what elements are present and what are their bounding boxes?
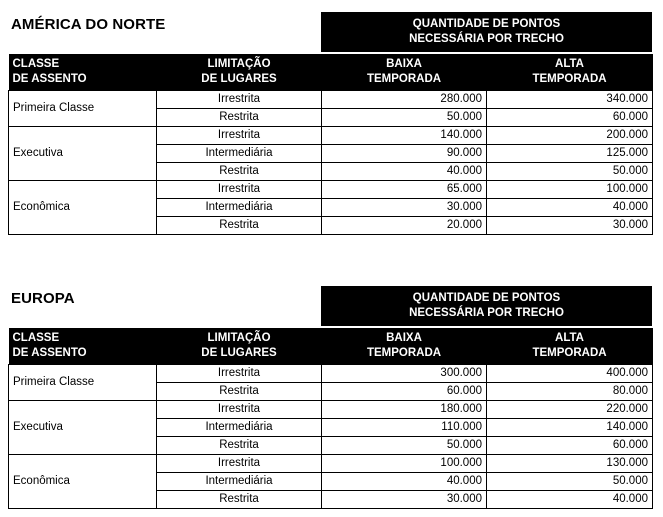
high-season-points-cell: 50.000 [487, 473, 653, 491]
high-season-points-cell: 125.000 [487, 145, 653, 163]
points-header-line-1: QUANTIDADE DE PONTOS [412, 18, 561, 30]
table-row [9, 127, 653, 145]
table-row [9, 91, 653, 109]
high-season-points-cell: 140.000 [487, 419, 653, 437]
seat-limit-cell: Irrestrita [157, 455, 322, 473]
seat-class-cell: Primeira Classe [9, 365, 157, 401]
low-season-points-cell: 300.000 [322, 365, 487, 383]
low-season-points-cell: 100.000 [322, 455, 487, 473]
high-season-points-cell: 340.000 [487, 91, 653, 109]
high-season-points-cell: 220.000 [487, 401, 653, 419]
points-required-header [321, 286, 652, 326]
seat-class-cell: Econômica [9, 455, 157, 509]
header-high-season: ALTA TEMPORADA [487, 54, 653, 91]
low-season-points-cell: 90.000 [322, 145, 487, 163]
low-season-points-cell: 65.000 [322, 181, 487, 199]
points-header-line-1: QUANTIDADE DE PONTOS [412, 292, 561, 304]
low-season-points-cell: 40.000 [322, 163, 487, 181]
high-season-points-cell: 40.000 [487, 491, 653, 509]
seat-limit-cell: Intermediária [157, 199, 322, 217]
seat-limit-cell: Irrestrita [157, 365, 322, 383]
table-row [9, 401, 653, 419]
section-header [8, 12, 652, 54]
high-season-points-cell: 30.000 [487, 217, 653, 235]
seat-limit-cell: Restrita [157, 163, 322, 181]
high-season-points-cell: 80.000 [487, 383, 653, 401]
seat-class-cell: Primeira Classe [9, 91, 157, 127]
low-season-points-cell: 140.000 [322, 127, 487, 145]
high-season-points-cell: 50.000 [487, 163, 653, 181]
points-required-header [321, 12, 652, 52]
low-season-points-cell: 110.000 [322, 419, 487, 437]
low-season-points-cell: 20.000 [322, 217, 487, 235]
seat-limit-cell: Irrestrita [157, 127, 322, 145]
high-season-points-cell: 100.000 [487, 181, 653, 199]
high-season-points-cell: 40.000 [487, 199, 653, 217]
high-season-points-cell: 400.000 [487, 365, 653, 383]
seat-limit-cell: Irrestrita [157, 401, 322, 419]
low-season-points-cell: 40.000 [322, 473, 487, 491]
header-high-season: ALTA TEMPORADA [487, 328, 653, 365]
points-header-line-2: NECESSÁRIA POR TRECHO [409, 33, 564, 45]
seat-class-cell: Econômica [9, 181, 157, 235]
section-europe [8, 286, 652, 509]
high-season-points-cell: 60.000 [487, 109, 653, 127]
table-row [9, 181, 653, 199]
seat-limit-cell: Irrestrita [157, 181, 322, 199]
seat-limit-cell: Restrita [157, 109, 322, 127]
seat-limit-cell: Intermediária [157, 145, 322, 163]
low-season-points-cell: 50.000 [322, 437, 487, 455]
high-season-points-cell: 60.000 [487, 437, 653, 455]
points-table [8, 328, 653, 509]
points-header-line-2: NECESSÁRIA POR TRECHO [409, 307, 564, 319]
seat-limit-cell: Irrestrita [157, 91, 322, 109]
low-season-points-cell: 50.000 [322, 109, 487, 127]
header-seat-limit: LIMITAÇÃO DE LUGARES [157, 328, 322, 365]
section-north-america [8, 12, 652, 235]
column-header-row [9, 328, 653, 365]
seat-limit-cell: Restrita [157, 383, 322, 401]
low-season-points-cell: 180.000 [322, 401, 487, 419]
seat-limit-cell: Intermediária [157, 419, 322, 437]
low-season-points-cell: 30.000 [322, 491, 487, 509]
column-header-row [9, 54, 653, 91]
header-seat-class: CLASSE DE ASSENTO [9, 54, 157, 91]
section-header [8, 286, 652, 328]
header-seat-limit: LIMITAÇÃO DE LUGARES [157, 54, 322, 91]
seat-class-cell: Executiva [9, 401, 157, 455]
seat-limit-cell: Intermediária [157, 473, 322, 491]
region-title: EUROPA [11, 290, 75, 307]
points-table [8, 54, 653, 235]
seat-limit-cell: Restrita [157, 217, 322, 235]
region-title: AMÉRICA DO NORTE [11, 16, 166, 33]
low-season-points-cell: 30.000 [322, 199, 487, 217]
high-season-points-cell: 200.000 [487, 127, 653, 145]
low-season-points-cell: 60.000 [322, 383, 487, 401]
high-season-points-cell: 130.000 [487, 455, 653, 473]
table-row [9, 455, 653, 473]
header-low-season: BAIXA TEMPORADA [322, 328, 487, 365]
seat-limit-cell: Restrita [157, 491, 322, 509]
table-row [9, 365, 653, 383]
seat-limit-cell: Restrita [157, 437, 322, 455]
seat-class-cell: Executiva [9, 127, 157, 181]
low-season-points-cell: 280.000 [322, 91, 487, 109]
header-seat-class: CLASSE DE ASSENTO [9, 328, 157, 365]
header-low-season: BAIXA TEMPORADA [322, 54, 487, 91]
